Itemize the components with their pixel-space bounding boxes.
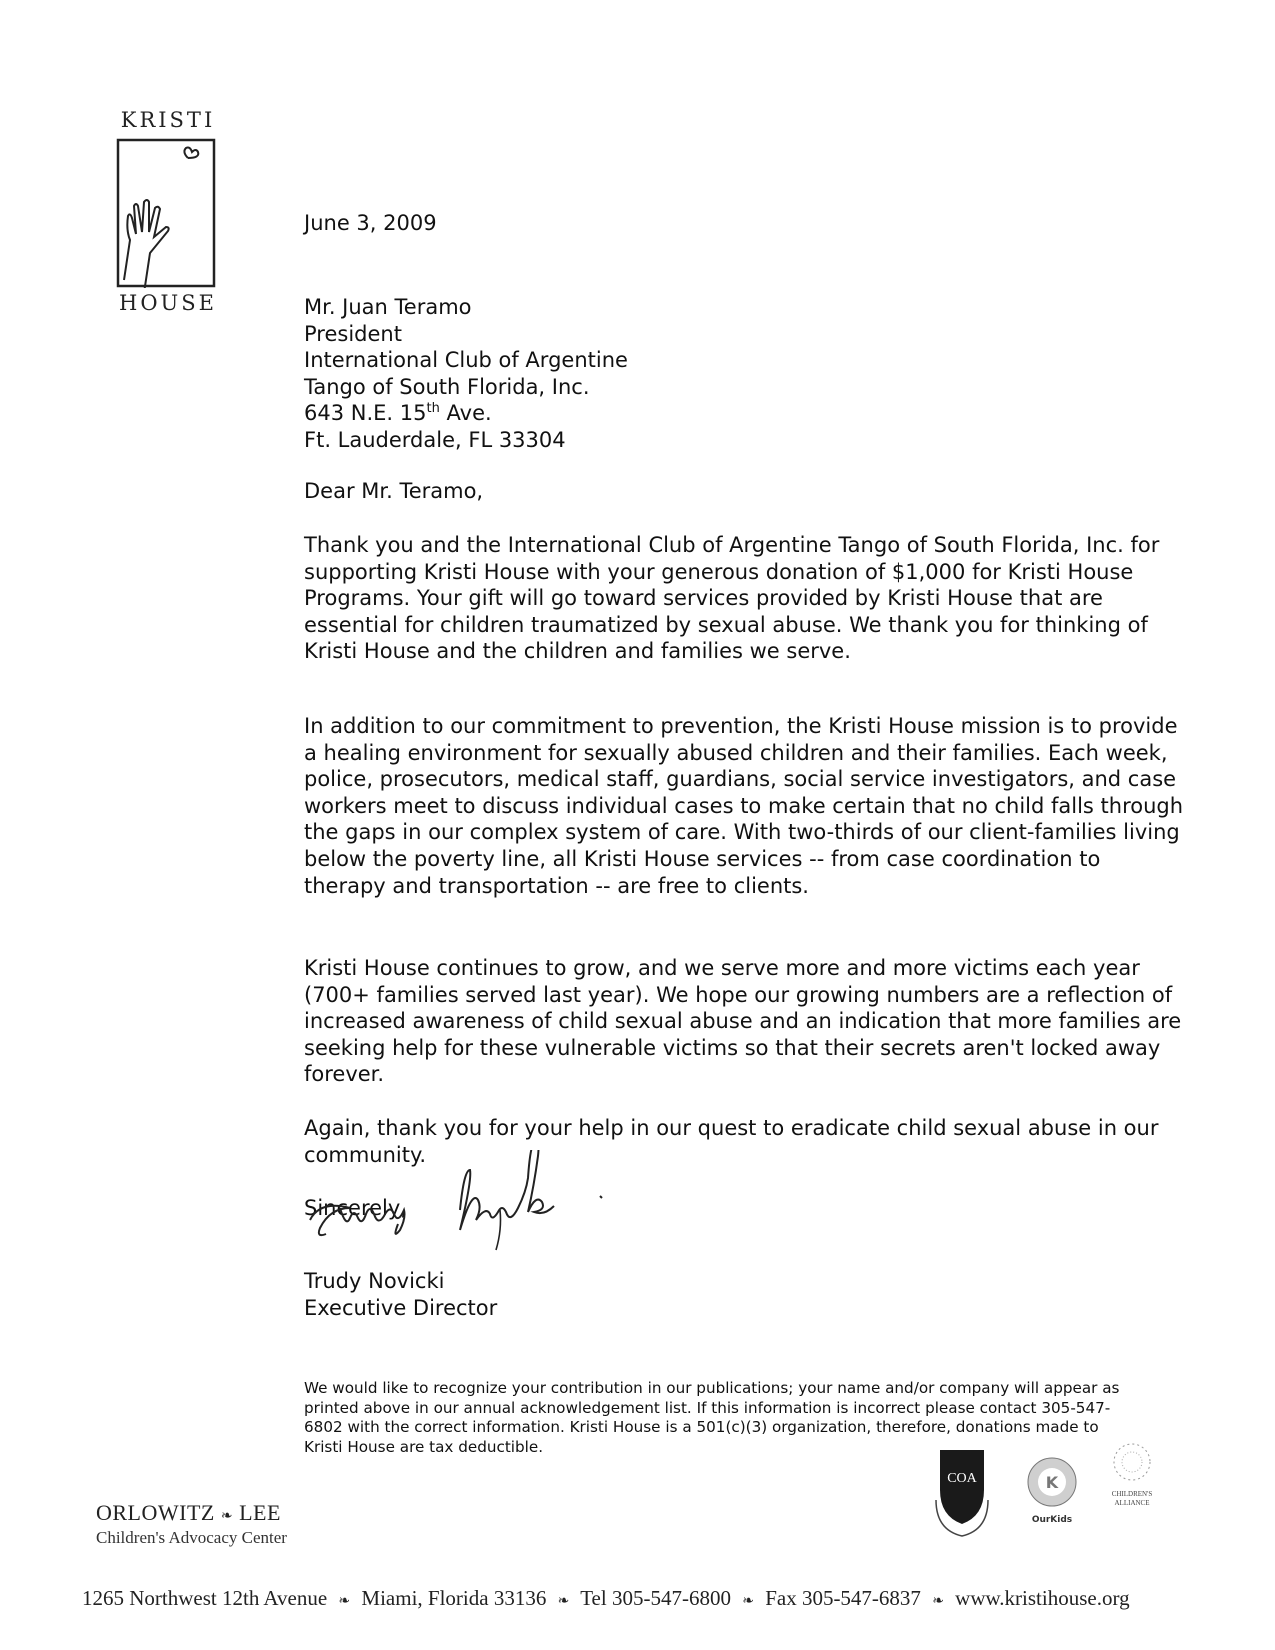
body-paragraph-3: Kristi House continues to grow, and we serve more and more victims each year (700+ families served last year). We hope our growing numbers are a reflection of increased awareness of child sexual abuse and an indication that more families are seeking help for these vulnerable victims so that their secrets aren't locked away forever. — [304, 956, 1182, 1087]
svg-text:ALLIANCE: ALLIANCE — [1114, 1499, 1150, 1507]
closing: Sincerely, — [304, 1196, 407, 1220]
advocacy-center-name — [96, 1500, 287, 1548]
signer-title: Executive Director — [304, 1295, 498, 1320]
recipient-street: 643 N.E. 15th Ave. — [304, 401, 492, 426]
leaf-icon: ❧ — [338, 1594, 351, 1609]
logo-text-bottom: HOUSE — [119, 291, 217, 315]
hand-heart-icon — [116, 138, 216, 288]
recipient-org-line1: International Club of Argentine — [304, 348, 628, 373]
footer-address — [82, 1586, 1130, 1611]
childrens-alliance-badge — [1112, 1444, 1153, 1507]
center-subtitle: Children's Advocacy Center — [96, 1528, 287, 1547]
footer-street: 1265 Northwest 12th Avenue — [82, 1586, 328, 1610]
center-title: ORLOWITZ ❧ LEE — [96, 1500, 281, 1525]
svg-text:COA: COA — [947, 1471, 977, 1486]
body-paragraph-1: Thank you and the International Club of Argentine Tango of South Florida, Inc. for supporting Kristi House with your generous donation of $1,000 for Kristi House Programs. Your gift will go toward services provided by Kristi House that are essential for children traumatized by sexual abuse. We thank you for thinking of Kristi House and the children and families we serve. — [304, 533, 1160, 664]
footer-tel: Tel 305-547-6800 — [580, 1586, 731, 1610]
accreditation-badges — [930, 1440, 1190, 1550]
greeting: Dear Mr. Teramo, — [304, 479, 484, 503]
leaf-icon: ❧ — [557, 1594, 570, 1609]
leaf-icon: ❧ — [742, 1594, 754, 1609]
recipient-title: President — [304, 321, 402, 346]
footer-city: Miami, Florida 33136 — [361, 1586, 547, 1610]
leaf-icon: ❧ — [932, 1594, 944, 1609]
signer-block — [304, 1268, 1184, 1321]
svg-text:CHILDREN'S: CHILDREN'S — [1111, 1490, 1153, 1498]
leaf-icon: ❧ — [220, 1509, 234, 1524]
recipient-address — [304, 294, 1184, 454]
body-paragraph-4: Again, thank you for your help in our quest to eradicate child sexual abuse in our community. — [304, 1116, 1159, 1167]
coa-badge — [936, 1450, 988, 1536]
svg-text:K: K — [1045, 1473, 1059, 1492]
footer-fax: Fax 305-547-6837 — [765, 1586, 921, 1610]
svg-text:OurKids: OurKids — [1031, 1515, 1073, 1525]
ourkids-badge — [1028, 1458, 1076, 1525]
letter-date: June 3, 2009 — [304, 211, 437, 235]
signature — [300, 1150, 640, 1270]
logo-text-top: KRISTI — [120, 108, 216, 132]
recipient-name: Mr. Juan Teramo — [304, 295, 472, 319]
acknowledgement-note: We would like to recognize your contribution in our publications; your name and/or company will appear as printed above in our annual acknowledgement list. If this information is incorrect please contact 305-547-6802 with the correct information. Kristi House is a 501(c)(3) organization, therefore, donations made to Kristi House are tax deductible. — [304, 1379, 1120, 1456]
recipient-city: Ft. Lauderdale, FL 33304 — [304, 427, 566, 452]
recipient-org-line2: Tango of South Florida, Inc. — [304, 374, 590, 399]
footer-website-link[interactable]: www.kristihouse.org — [955, 1586, 1130, 1610]
signer-name: Trudy Novicki — [304, 1269, 445, 1293]
kristi-house-logo — [108, 108, 228, 315]
body-paragraph-2: In addition to our commitment to prevention, the Kristi House mission is to provide a healing environment for sexually abused children and their families. Each week, police, prosecutors, medical staff, guardians, social service investigators, and case workers meet to discuss individual cases to make certain that no child falls through the gaps in our complex system of care. With two-thirds of our client-families living below the poverty line, all Kristi House services -- from case coordination to therapy and transportation -- are free to clients. — [304, 714, 1184, 898]
